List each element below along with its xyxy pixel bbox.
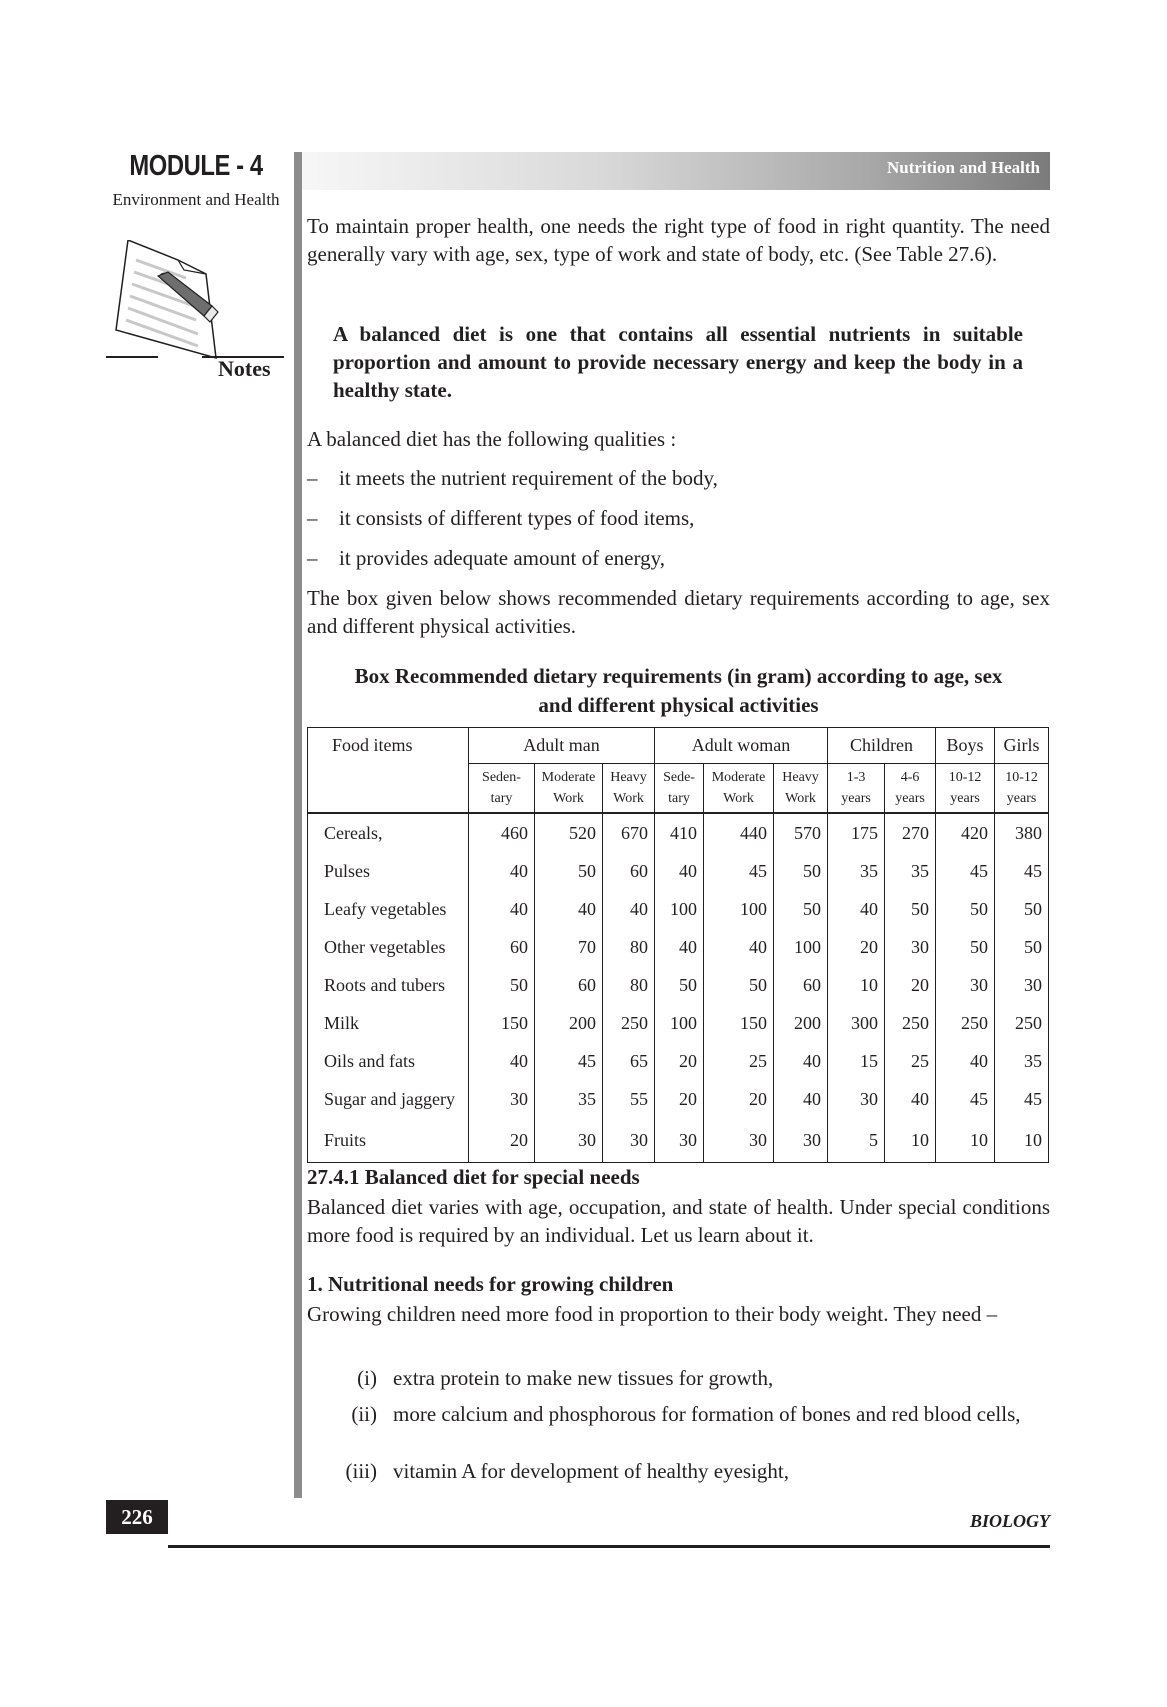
table-row <box>308 1118 1049 1163</box>
value-cell: 20 <box>885 966 936 1004</box>
value-cell: 40 <box>828 890 885 928</box>
subgroup-header <box>535 764 603 814</box>
value-cell: 50 <box>936 928 995 966</box>
subgroup-header <box>704 764 774 814</box>
subgroup-header <box>655 764 704 814</box>
subgroup-header-line: years <box>841 791 871 806</box>
value-cell: 55 <box>603 1080 655 1118</box>
value-cell: 40 <box>469 890 535 928</box>
value-cell: 35 <box>535 1080 603 1118</box>
value-cell: 40 <box>469 1042 535 1080</box>
subsection-paragraph: Growing children need more food in proportion to their body weight. They need – <box>307 1302 998 1326</box>
subgroup-header-line: tary <box>490 791 513 806</box>
value-cell: 70 <box>535 928 603 966</box>
food-item-cell: Cereals, <box>308 813 469 852</box>
food-item-cell: Pulses <box>308 852 469 890</box>
balanced-diet-definition: A balanced diet is one that contains all essential nutrients in suitable proportion and amount to provide necessary energy and keep the body in a healthy state. <box>333 322 1023 402</box>
value-cell: 100 <box>774 928 828 966</box>
value-cell: 30 <box>885 928 936 966</box>
value-cell: 60 <box>774 966 828 1004</box>
intro-paragraph: To maintain proper health, one needs the right type of food in right quantity. The need generally vary with age, sex, type of work and state of body, etc. (See Table 27.6). <box>307 214 1050 266</box>
table-row <box>308 852 1049 890</box>
value-cell: 30 <box>535 1118 603 1163</box>
value-cell: 50 <box>774 852 828 890</box>
subgroup-header-line: Work <box>723 791 754 806</box>
value-cell: 35 <box>885 852 936 890</box>
table-caption-line-2: and different physical activities <box>538 693 819 717</box>
subgroup-header <box>603 764 655 814</box>
need-text: vitamin A for development of healthy eyesight, <box>393 1459 789 1483</box>
table-row <box>308 928 1049 966</box>
food-item-cell: Roots and tubers <box>308 966 469 1004</box>
value-cell: 410 <box>655 813 704 852</box>
value-cell: 50 <box>535 852 603 890</box>
page-number: 226 <box>106 1500 168 1534</box>
subgroup-header-line: Work <box>785 791 816 806</box>
dietary-requirements-table <box>307 727 1049 1163</box>
subgroup-header-line: Moderate <box>711 770 766 785</box>
quality-text: it meets the nutrient requirement of the body, <box>339 466 718 490</box>
value-cell: 440 <box>704 813 774 852</box>
food-items-header: Food items <box>308 728 469 764</box>
value-cell: 250 <box>995 1004 1049 1042</box>
section-heading: 27.4.1 Balanced diet for special needs <box>307 1165 640 1189</box>
value-cell: 670 <box>603 813 655 852</box>
subgroup-header-line: 10-12 <box>1005 770 1038 785</box>
dash-bullet: – <box>307 466 318 490</box>
value-cell: 30 <box>936 966 995 1004</box>
value-cell: 300 <box>828 1004 885 1042</box>
food-item-cell: Fruits <box>308 1118 469 1163</box>
quality-item <box>307 544 1050 572</box>
subgroup-header-line: Sede- <box>663 770 695 785</box>
value-cell: 80 <box>603 966 655 1004</box>
table-row <box>308 813 1049 852</box>
food-item-cell: Leafy vegetables <box>308 890 469 928</box>
value-cell: 20 <box>828 928 885 966</box>
value-cell: 200 <box>535 1004 603 1042</box>
value-cell: 30 <box>774 1118 828 1163</box>
value-cell: 45 <box>936 852 995 890</box>
value-cell: 100 <box>704 890 774 928</box>
chapter-title: Nutrition and Health <box>886 158 1040 177</box>
value-cell: 100 <box>655 1004 704 1042</box>
value-cell: 45 <box>995 852 1049 890</box>
quality-item <box>307 504 1050 532</box>
quality-text: it provides adequate amount of energy, <box>339 546 665 570</box>
notepad-with-pencil-icon <box>106 240 296 360</box>
value-cell: 40 <box>655 852 704 890</box>
value-cell: 100 <box>655 890 704 928</box>
need-item <box>307 1400 1050 1428</box>
value-cell: 20 <box>655 1042 704 1080</box>
value-cell: 250 <box>885 1004 936 1042</box>
subgroup-header-line: Heavy <box>610 770 647 785</box>
group-header: Children <box>828 728 936 764</box>
value-cell: 150 <box>469 1004 535 1042</box>
value-cell: 50 <box>704 966 774 1004</box>
value-cell: 40 <box>936 1042 995 1080</box>
subgroup-header <box>936 764 995 814</box>
subgroup-header <box>995 764 1049 814</box>
subgroup-header-line: Work <box>553 791 584 806</box>
value-cell: 570 <box>774 813 828 852</box>
subgroup-header-line: years <box>1006 791 1037 806</box>
footer-subject: BIOLOGY <box>970 1511 1050 1531</box>
value-cell: 40 <box>469 852 535 890</box>
value-cell: 50 <box>936 890 995 928</box>
chapter-header-band <box>302 152 1050 190</box>
module-subtitle: Environment and Health <box>112 190 280 209</box>
value-cell: 50 <box>995 890 1049 928</box>
value-cell: 60 <box>469 928 535 966</box>
food-item-cell: Other vegetables <box>308 928 469 966</box>
value-cell: 40 <box>535 890 603 928</box>
value-cell: 40 <box>774 1080 828 1118</box>
value-cell: 420 <box>936 813 995 852</box>
need-item <box>307 1364 1050 1392</box>
value-cell: 40 <box>704 928 774 966</box>
value-cell: 10 <box>828 966 885 1004</box>
table-caption <box>307 662 1050 720</box>
value-cell: 50 <box>995 928 1049 966</box>
value-cell: 25 <box>885 1042 936 1080</box>
value-cell: 40 <box>655 928 704 966</box>
value-cell: 65 <box>603 1042 655 1080</box>
value-cell: 45 <box>936 1080 995 1118</box>
value-cell: 40 <box>603 890 655 928</box>
value-cell: 30 <box>655 1118 704 1163</box>
quality-item <box>307 464 1050 492</box>
notes-divider-left <box>106 356 158 358</box>
value-cell: 35 <box>828 852 885 890</box>
table-caption-line-1: Box Recommended dietary requirements (in gram) according to age, sex <box>354 664 1003 688</box>
value-cell: 30 <box>603 1118 655 1163</box>
box-intro-paragraph: The box given below shows recommended dietary requirements according to age, sex and different physical activities. <box>307 586 1050 638</box>
value-cell: 30 <box>995 966 1049 1004</box>
value-cell: 20 <box>469 1118 535 1163</box>
need-number: (iii) <box>345 1459 377 1483</box>
table-group-header-row <box>308 728 1049 764</box>
value-cell: 35 <box>995 1042 1049 1080</box>
table-subheader-row <box>308 764 1049 814</box>
subgroup-header <box>469 764 535 814</box>
subgroup-header-line: 10-12 <box>948 770 982 785</box>
subgroup-header-line: Moderate <box>541 770 596 785</box>
notes-label: Notes <box>218 356 271 381</box>
value-cell: 20 <box>704 1080 774 1118</box>
value-cell: 520 <box>535 813 603 852</box>
module-title: MODULE - 4 <box>129 150 263 182</box>
value-cell: 45 <box>704 852 774 890</box>
value-cell: 10 <box>995 1118 1049 1163</box>
value-cell: 50 <box>774 890 828 928</box>
table-row <box>308 1080 1049 1118</box>
subgroup-header <box>774 764 828 814</box>
subgroup-header-line: years <box>950 791 980 806</box>
value-cell: 40 <box>885 1080 936 1118</box>
table-row <box>308 1042 1049 1080</box>
qualities-intro: A balanced diet has the following qualities : <box>307 427 677 451</box>
value-cell: 5 <box>828 1118 885 1163</box>
value-cell: 175 <box>828 813 885 852</box>
value-cell: 40 <box>774 1042 828 1080</box>
table-body <box>308 813 1049 1163</box>
table-row <box>308 890 1049 928</box>
value-cell: 45 <box>995 1080 1049 1118</box>
need-number: (ii) <box>351 1402 377 1426</box>
value-cell: 30 <box>704 1118 774 1163</box>
dash-bullet: – <box>307 506 318 530</box>
footer-rule <box>168 1545 1050 1548</box>
subsection-heading: 1. Nutritional needs for growing children <box>307 1272 674 1296</box>
need-text: extra protein to make new tissues for growth, <box>393 1366 774 1390</box>
value-cell: 380 <box>995 813 1049 852</box>
value-cell: 250 <box>603 1004 655 1042</box>
value-cell: 20 <box>655 1080 704 1118</box>
value-cell: 45 <box>535 1042 603 1080</box>
subgroup-header-line: years <box>895 791 925 806</box>
group-header: Girls <box>995 728 1049 764</box>
value-cell: 60 <box>603 852 655 890</box>
value-cell: 10 <box>936 1118 995 1163</box>
need-number: (i) <box>357 1366 377 1390</box>
value-cell: 50 <box>885 890 936 928</box>
margin-divider-bar <box>294 152 302 1498</box>
group-header: Adult man <box>469 728 655 764</box>
value-cell: 270 <box>885 813 936 852</box>
table-row <box>308 966 1049 1004</box>
value-cell: 25 <box>704 1042 774 1080</box>
subgroup-header <box>828 764 885 814</box>
subgroup-header-line: 1-3 <box>846 770 866 785</box>
value-cell: 250 <box>936 1004 995 1042</box>
quality-text: it consists of different types of food items, <box>339 506 695 530</box>
value-cell: 50 <box>655 966 704 1004</box>
value-cell: 30 <box>469 1080 535 1118</box>
subgroup-header <box>885 764 936 814</box>
value-cell: 80 <box>603 928 655 966</box>
food-item-cell: Oils and fats <box>308 1042 469 1080</box>
food-item-cell: Milk <box>308 1004 469 1042</box>
value-cell: 200 <box>774 1004 828 1042</box>
food-item-cell: Sugar and jaggery <box>308 1080 469 1118</box>
need-item <box>307 1457 1050 1485</box>
value-cell: 150 <box>704 1004 774 1042</box>
subgroup-header-line: tary <box>668 791 690 806</box>
value-cell: 10 <box>885 1118 936 1163</box>
value-cell: 460 <box>469 813 535 852</box>
need-text: more calcium and phosphorous for formation of bones and red blood cells, <box>393 1402 1021 1426</box>
group-header: Boys <box>936 728 995 764</box>
subgroup-header-line: 4-6 <box>900 770 920 785</box>
table-row <box>308 1004 1049 1042</box>
section-paragraph: Balanced diet varies with age, occupation, and state of health. Under special conditions more food is required by an individual. Let us learn about it. <box>307 1195 1050 1247</box>
value-cell: 15 <box>828 1042 885 1080</box>
subgroup-header-line: Work <box>613 791 644 806</box>
dash-bullet: – <box>307 546 318 570</box>
group-header: Adult woman <box>655 728 828 764</box>
value-cell: 60 <box>535 966 603 1004</box>
food-items-header-blank <box>308 764 469 814</box>
value-cell: 30 <box>828 1080 885 1118</box>
subgroup-header-line: Seden- <box>482 770 521 785</box>
subgroup-header-line: Heavy <box>782 770 819 785</box>
value-cell: 50 <box>469 966 535 1004</box>
